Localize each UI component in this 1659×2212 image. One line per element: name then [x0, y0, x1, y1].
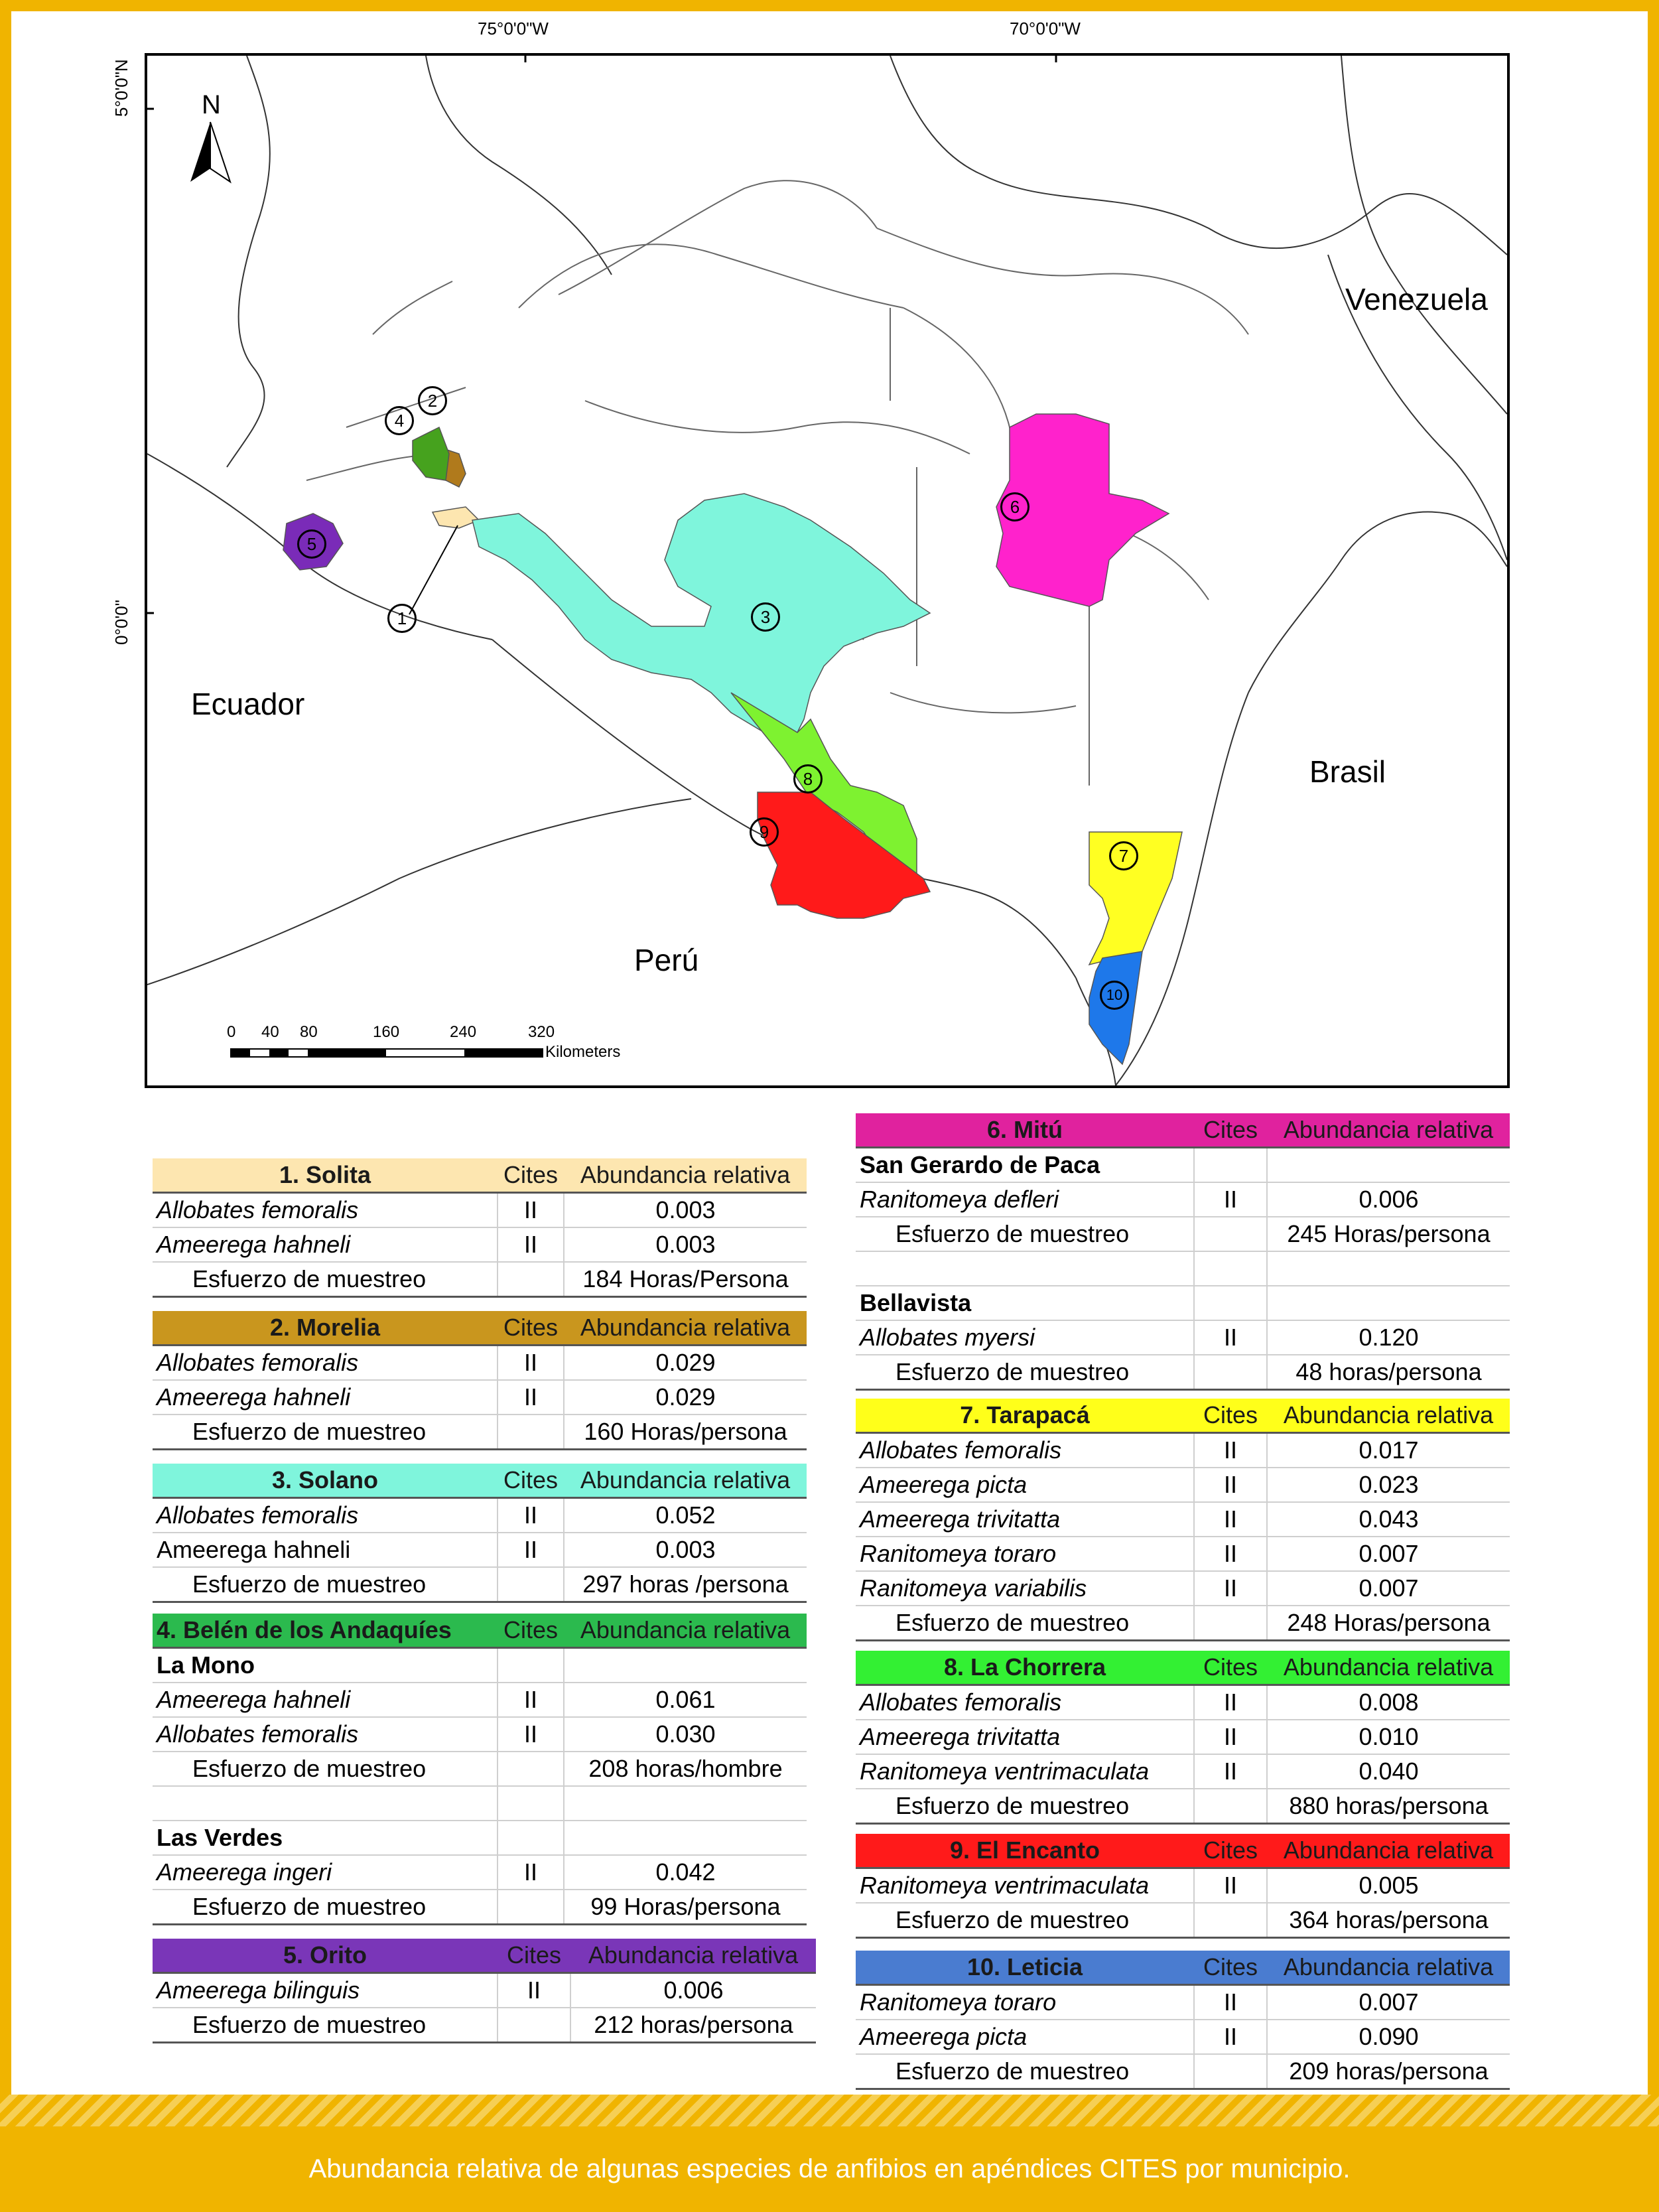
col-abundance: Abundancia relativa: [1267, 1113, 1510, 1148]
table-row: [856, 1754, 1510, 1789]
table-row: [153, 1346, 807, 1381]
abundance-value: 0.042: [564, 1855, 807, 1890]
species-name: Ranitomeya toraro: [856, 1985, 1194, 2020]
abundance-value: 0.003: [564, 1227, 807, 1262]
region-marker-3: 3: [751, 602, 780, 632]
table-row: [856, 1571, 1510, 1606]
effort-label: Esfuerzo de muestreo: [153, 1567, 498, 1602]
abundance-value: 0.007: [1267, 1571, 1510, 1606]
table-title: 10. Leticia: [856, 1951, 1194, 1985]
table-leticia: [856, 1951, 1510, 2090]
region-1: [432, 507, 479, 528]
region-marker-10: 10: [1100, 981, 1129, 1010]
cites-value: II: [1194, 1685, 1267, 1720]
table-title: 6. Mitú: [856, 1113, 1194, 1148]
species-name: Ameerega trivitatta: [856, 1502, 1194, 1537]
species-name: Ameerega ingeri: [153, 1855, 498, 1890]
species-name: Allobates femoralis: [856, 1433, 1194, 1468]
effort-value: 209 horas/persona: [1267, 2054, 1510, 2089]
map-panel: [145, 53, 1510, 1088]
table-row: [856, 1868, 1510, 1903]
table-belen: [153, 1614, 807, 1925]
subsite-row: [153, 1821, 807, 1855]
abundance-value: 0.090: [1267, 2020, 1510, 2054]
effort-label: Esfuerzo de muestreo: [153, 1262, 498, 1297]
cites-value: II: [1194, 1720, 1267, 1754]
effort-row: [153, 1415, 807, 1450]
region-4: [413, 427, 449, 480]
species-name: Allobates femoralis: [153, 1498, 498, 1533]
species-name: Allobates myersi: [856, 1320, 1194, 1355]
table-row: [153, 1380, 807, 1415]
species-name: Ranitomeya ventrimaculata: [856, 1868, 1194, 1903]
col-abundance: Abundancia relativa: [1267, 1651, 1510, 1685]
abundance-value: 0.030: [564, 1717, 807, 1752]
effort-label: Esfuerzo de muestreo: [153, 1890, 498, 1925]
table-row: [856, 1720, 1510, 1754]
cites-value: II: [1194, 1468, 1267, 1502]
species-name: Ameerega hahneli: [153, 1227, 498, 1262]
effort-label: Esfuerzo de muestreo: [153, 1415, 498, 1450]
effort-row: [153, 1567, 807, 1602]
region-marker-6: 6: [1000, 492, 1029, 521]
effort-label: Esfuerzo de muestreo: [856, 1789, 1194, 1824]
subsite-name: Las Verdes: [153, 1821, 498, 1855]
species-name: Allobates femoralis: [153, 1346, 498, 1381]
subsite-name: Bellavista: [856, 1286, 1194, 1320]
abundance-value: 0.008: [1267, 1685, 1510, 1720]
col-abundance: Abundancia relativa: [1267, 1399, 1510, 1433]
table-row: [856, 2020, 1510, 2054]
scale-tick-160: 160: [373, 1023, 400, 1041]
col-cites: Cites: [1194, 1951, 1267, 1985]
effort-label: Esfuerzo de muestreo: [856, 2054, 1194, 2089]
table-row: [153, 1193, 807, 1228]
lat-label-0: 0°0'0": [111, 600, 131, 645]
species-name: Ranitomeya variabilis: [856, 1571, 1194, 1606]
region-marker-8: 8: [793, 764, 823, 794]
effort-label: Esfuerzo de muestreo: [153, 1752, 498, 1786]
scale-tick-40: 40: [261, 1023, 279, 1041]
col-abundance: Abundancia relativa: [1267, 1834, 1510, 1868]
effort-label: Esfuerzo de muestreo: [856, 1903, 1194, 1938]
col-abundance: Abundancia relativa: [564, 1464, 807, 1498]
abundance-value: 0.017: [1267, 1433, 1510, 1468]
table-row: [153, 1498, 807, 1533]
table-row: [856, 1502, 1510, 1537]
species-name: Ameerega bilinguis: [153, 1973, 498, 2008]
abundance-value: 0.052: [564, 1498, 807, 1533]
lon-label-70w: 70°0'0"W: [1010, 19, 1081, 38]
table-mitu: [856, 1113, 1510, 1391]
abundance-value: 0.023: [1267, 1468, 1510, 1502]
table-header: [153, 1158, 807, 1193]
effort-value: 364 horas/persona: [1267, 1903, 1510, 1938]
table-title: 2. Morelia: [153, 1311, 498, 1346]
scale-tick-320: 320: [528, 1023, 555, 1041]
effort-value: 880 horas/persona: [1267, 1789, 1510, 1824]
table-title: 8. La Chorrera: [856, 1651, 1194, 1685]
col-abundance: Abundancia relativa: [564, 1158, 807, 1193]
cites-value: II: [1194, 1537, 1267, 1571]
effort-row: [856, 1789, 1510, 1824]
lat-label-5n: 5°0'0"N: [111, 59, 131, 117]
table-row: [153, 1973, 816, 2008]
cites-value: II: [498, 1973, 570, 2008]
cites-value: II: [1194, 1571, 1267, 1606]
cites-value: II: [1194, 1502, 1267, 1537]
effort-row: [153, 1752, 807, 1786]
cites-value: II: [1194, 1754, 1267, 1789]
col-cites: Cites: [498, 1311, 564, 1346]
subsite-row: [856, 1148, 1510, 1183]
abundance-value: 0.043: [1267, 1502, 1510, 1537]
region-marker-5: 5: [297, 529, 326, 559]
species-name: Ameerega trivitatta: [856, 1720, 1194, 1754]
col-cites: Cites: [1194, 1113, 1267, 1148]
abundance-value: 0.029: [564, 1346, 807, 1381]
cites-value: II: [498, 1855, 564, 1890]
region-marker-4: 4: [385, 406, 414, 435]
cites-value: II: [498, 1227, 564, 1262]
scale-tick-240: 240: [450, 1023, 477, 1041]
effort-value: 99 Horas/persona: [564, 1890, 807, 1925]
region-marker-7: 7: [1109, 841, 1138, 870]
col-abundance: Abundancia relativa: [564, 1614, 807, 1648]
species-name: Ranitomeya defleri: [856, 1182, 1194, 1217]
abundance-value: 0.003: [564, 1533, 807, 1567]
country-label-ecuador: Ecuador: [191, 687, 305, 721]
table-row: [153, 1855, 807, 1890]
effort-value: 184 Horas/Persona: [564, 1262, 807, 1297]
abundance-value: 0.061: [564, 1683, 807, 1717]
table-el-encanto: [856, 1834, 1510, 1939]
species-name: Ameerega hahneli: [153, 1533, 498, 1567]
species-name: Allobates femoralis: [153, 1193, 498, 1228]
table-row: [153, 1227, 807, 1262]
country-label-peru: Perú: [634, 943, 699, 977]
figure-caption: Abundancia relativa de algunas especies de anfibios en apéndices CITES por municipio.: [308, 2154, 1351, 2183]
subsite-name: La Mono: [153, 1648, 498, 1683]
effort-row: [856, 1217, 1510, 1251]
subsite-row: [856, 1286, 1510, 1320]
table-title: 1. Solita: [153, 1158, 498, 1193]
species-name: Ameerega hahneli: [153, 1683, 498, 1717]
map-canvas: [147, 56, 1507, 1085]
col-cites: Cites: [498, 1939, 570, 1973]
table-solita: [153, 1158, 807, 1298]
cites-value: II: [498, 1193, 564, 1228]
cites-value: II: [498, 1498, 564, 1533]
col-abundance: Abundancia relativa: [564, 1311, 807, 1346]
cites-value: II: [498, 1683, 564, 1717]
abundance-value: 0.006: [570, 1973, 816, 2008]
effort-value: 248 Horas/persona: [1267, 1606, 1510, 1641]
effort-value: 212 horas/persona: [570, 2008, 816, 2043]
table-row: [153, 1683, 807, 1717]
effort-row: [856, 1606, 1510, 1641]
cites-value: II: [1194, 1433, 1267, 1468]
country-label-brasil: Brasil: [1309, 754, 1386, 789]
effort-label: Esfuerzo de muestreo: [856, 1217, 1194, 1251]
table-row: [856, 1685, 1510, 1720]
table-morelia: [153, 1311, 807, 1450]
col-abundance: Abundancia relativa: [1267, 1951, 1510, 1985]
abundance-value: 0.029: [564, 1380, 807, 1415]
table-row: [856, 1985, 1510, 2020]
cites-value: II: [498, 1533, 564, 1567]
species-name: Allobates femoralis: [856, 1685, 1194, 1720]
table-orito: [153, 1939, 816, 2043]
col-abundance: Abundancia relativa: [570, 1939, 816, 1973]
table-title: 3. Solano: [153, 1464, 498, 1498]
scale-unit: Kilometers: [545, 1043, 621, 1061]
abundance-value: 0.040: [1267, 1754, 1510, 1789]
table-title: 7. Tarapacá: [856, 1399, 1194, 1433]
table-title: 9. El Encanto: [856, 1834, 1194, 1868]
scale-bar: [231, 1049, 543, 1057]
species-name: Ranitomeya ventrimaculata: [856, 1754, 1194, 1789]
col-cites: Cites: [1194, 1651, 1267, 1685]
table-row: [153, 1717, 807, 1752]
table-solano: [153, 1464, 807, 1603]
col-cites: Cites: [498, 1158, 564, 1193]
abundance-value: 0.003: [564, 1193, 807, 1228]
figure-caption-bar: [0, 2126, 1659, 2212]
table-la-chorrera: [856, 1651, 1510, 1825]
subsite-name: San Gerardo de Paca: [856, 1148, 1194, 1183]
effort-label: Esfuerzo de muestreo: [856, 1606, 1194, 1641]
table-row: [856, 1468, 1510, 1502]
effort-value: 160 Horas/persona: [564, 1415, 807, 1450]
cites-value: II: [1194, 1868, 1267, 1903]
species-name: Allobates femoralis: [153, 1717, 498, 1752]
col-cites: Cites: [498, 1614, 564, 1648]
scale-tick-80: 80: [300, 1023, 318, 1041]
species-name: Ameerega picta: [856, 1468, 1194, 1502]
effort-value: 48 horas/persona: [1267, 1355, 1510, 1390]
region-marker-9: 9: [750, 817, 779, 847]
effort-row: [153, 1890, 807, 1925]
effort-row: [856, 1355, 1510, 1390]
cites-value: II: [1194, 1182, 1267, 1217]
abundance-value: 0.010: [1267, 1720, 1510, 1754]
table-title: 5. Orito: [153, 1939, 498, 1973]
table-tarapaca: [856, 1399, 1510, 1641]
effort-value: 208 horas/hombre: [564, 1752, 807, 1786]
col-cites: Cites: [1194, 1834, 1267, 1868]
north-arrow-icon: [190, 122, 230, 182]
table-row: [856, 1182, 1510, 1217]
cites-value: II: [498, 1717, 564, 1752]
abundance-value: 0.005: [1267, 1868, 1510, 1903]
marker-1-leader: [409, 525, 458, 614]
effort-value: 245 Horas/persona: [1267, 1217, 1510, 1251]
cites-value: II: [498, 1380, 564, 1415]
subsite-row: [153, 1648, 807, 1683]
decorative-stripe-band: [0, 2095, 1659, 2126]
species-name: Ranitomeya toraro: [856, 1537, 1194, 1571]
table-row: [856, 1433, 1510, 1468]
col-cites: Cites: [1194, 1399, 1267, 1433]
scale-tick-0: 0: [227, 1023, 236, 1041]
species-name: Ameerega picta: [856, 2020, 1194, 2054]
region-3: [472, 494, 930, 732]
abundance-value: 0.006: [1267, 1182, 1510, 1217]
abundance-value: 0.007: [1267, 1537, 1510, 1571]
effort-row: [153, 2008, 816, 2043]
effort-row: [856, 2054, 1510, 2089]
cites-value: II: [1194, 1320, 1267, 1355]
abundance-value: 0.120: [1267, 1320, 1510, 1355]
north-label: N: [202, 90, 221, 119]
cites-value: II: [1194, 1985, 1267, 2020]
effort-label: Esfuerzo de muestreo: [153, 2008, 498, 2043]
lon-label-75w: 75°0'0"W: [478, 19, 549, 38]
cites-value: II: [498, 1346, 564, 1381]
effort-row: [153, 1262, 807, 1297]
country-label-venezuela: Venezuela: [1345, 282, 1488, 316]
effort-label: Esfuerzo de muestreo: [856, 1355, 1194, 1390]
effort-value: 297 horas /persona: [564, 1567, 807, 1602]
table-row: [856, 1320, 1510, 1355]
species-name: Ameerega hahneli: [153, 1380, 498, 1415]
table-row: [153, 1533, 807, 1567]
region-marker-2: 2: [418, 386, 447, 415]
abundance-value: 0.007: [1267, 1985, 1510, 2020]
cites-value: II: [1194, 2020, 1267, 2054]
region-marker-1: 1: [387, 604, 417, 633]
col-cites: Cites: [498, 1464, 564, 1498]
table-title: 4. Belén de los Andaquíes: [153, 1614, 498, 1648]
table-row: [856, 1537, 1510, 1571]
effort-row: [856, 1903, 1510, 1938]
